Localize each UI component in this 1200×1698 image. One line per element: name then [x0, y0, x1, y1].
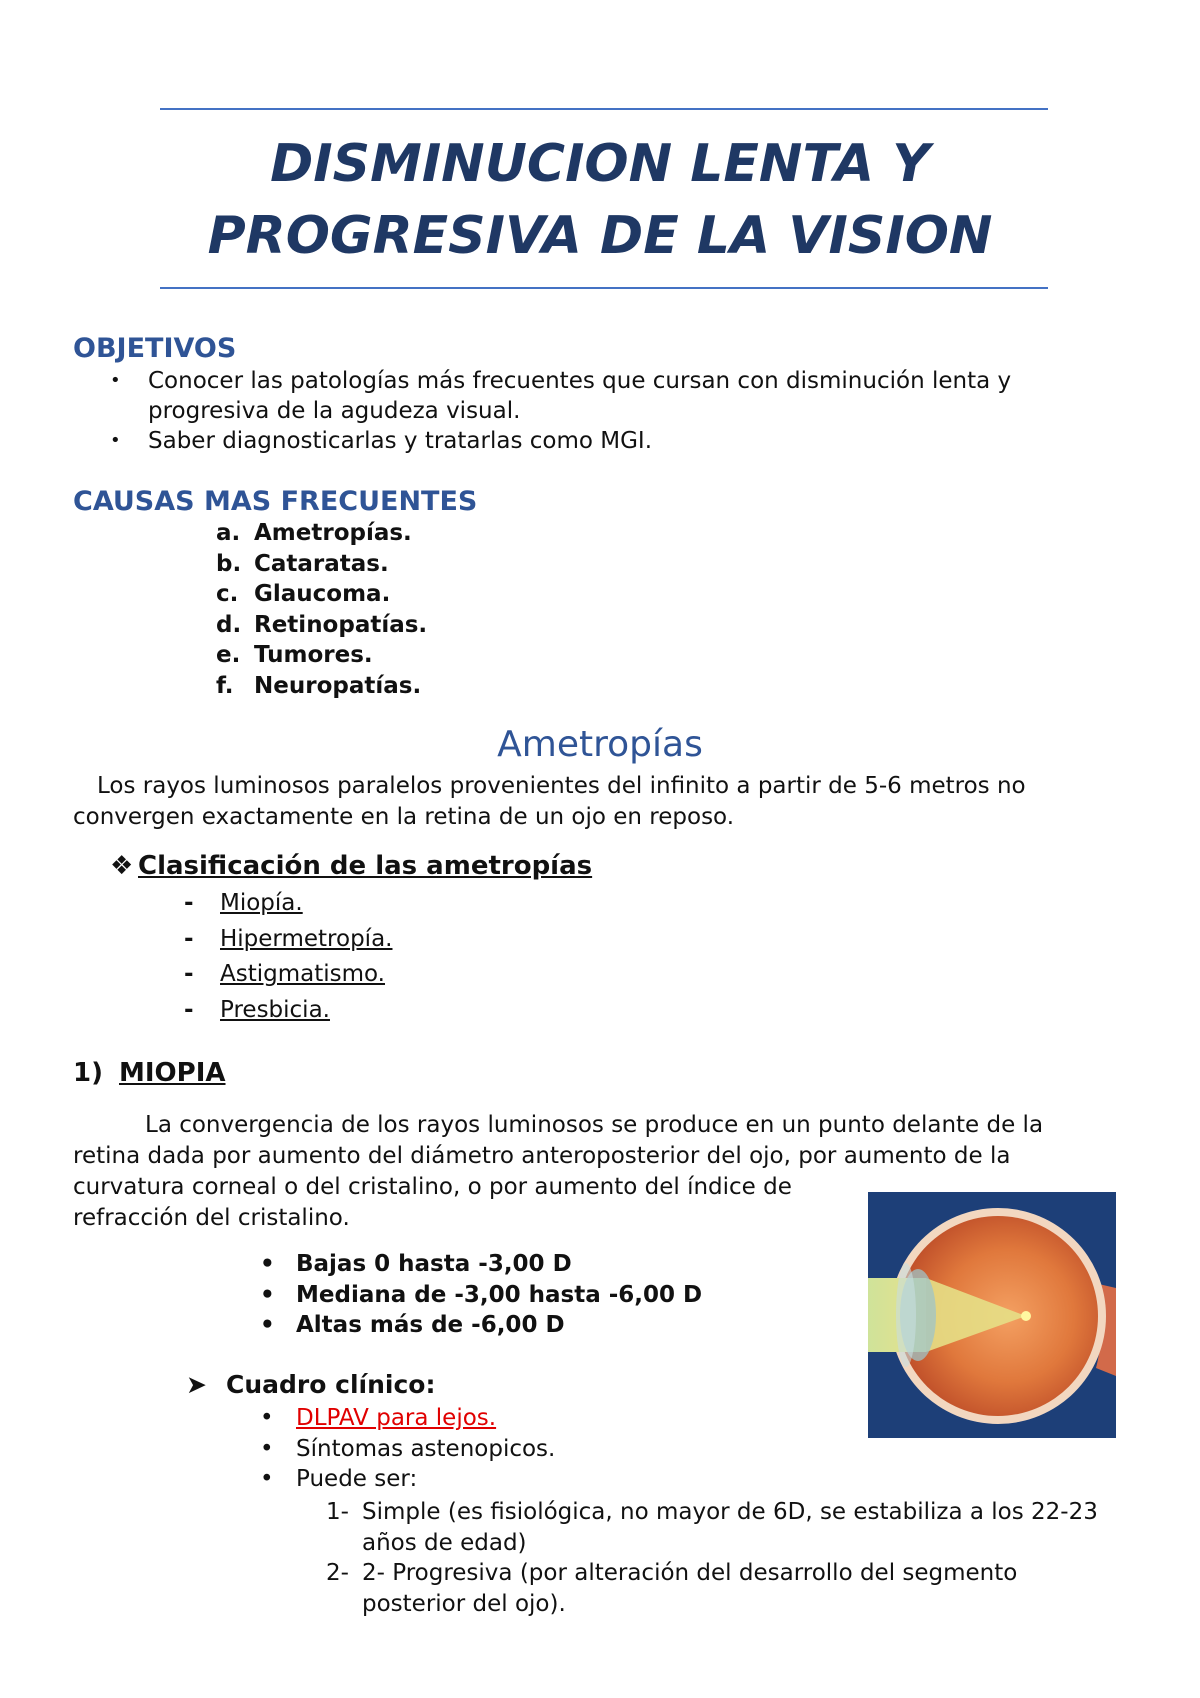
myopia-eye-illustration [868, 1192, 1116, 1438]
miopia-grados-list [256, 1249, 702, 1341]
causa-text: Ametropías. [254, 520, 412, 546]
list-item [216, 549, 427, 580]
list-marker: 2- [326, 1560, 349, 1587]
list-item [216, 579, 427, 610]
dash-icon: - [184, 890, 194, 916]
list-item [326, 1558, 1126, 1619]
paragraph-line: retina dada por aumento del diámetro anteroposterior del ojo, por aumento de la [73, 1143, 1011, 1169]
cuadro-clinico-list [256, 1403, 555, 1495]
bullet-icon: • [260, 1312, 275, 1339]
objetivos-list [108, 366, 1078, 456]
list-item [256, 1280, 702, 1311]
ametropias-heading: Ametropías [497, 724, 703, 765]
title-top-rule [160, 108, 1048, 110]
symptom-text: Síntomas astenopicos. [296, 1435, 556, 1462]
causas-heading: CAUSAS MAS FRECUENTES [73, 486, 478, 517]
causa-text: Cataratas. [254, 550, 389, 577]
bullet-icon: • [260, 1405, 274, 1431]
objetivo-text: Saber diagnosticarlas y tratarlas como MGI. [148, 428, 653, 454]
list-marker: 1- [326, 1499, 349, 1525]
list-item [216, 518, 427, 549]
ametropias-intro: Los rayos luminosos paralelos provenientes del infinito a partir de 5-6 metros no convergen exactamente en la retina de un ojo en reposo. [73, 773, 1026, 830]
title-bottom-rule [160, 287, 1048, 289]
list-item [256, 1434, 555, 1465]
list-marker: f. [216, 672, 234, 699]
list-marker: c. [216, 581, 239, 608]
bullet-icon: • [110, 430, 121, 451]
paragraph-line: refracción del cristalino. [73, 1205, 350, 1231]
list-item [216, 671, 427, 702]
list-marker: a. [216, 520, 241, 546]
list-item [216, 640, 427, 671]
bullet-icon: • [260, 1251, 275, 1277]
title-line-1: DISMINUCION LENTA Y [270, 134, 930, 194]
cuadro-clinico-heading [186, 1369, 435, 1401]
arrow-bullet-icon: ➤ [186, 1370, 207, 1399]
list-marker: d. [216, 611, 242, 638]
tipo-text: Simple (es fisiológica, no mayor de 6D, se estabiliza a los 22-23 años de edad) [362, 1499, 1098, 1556]
symptom-text: Puede ser: [296, 1466, 418, 1493]
bullet-icon: • [260, 1435, 274, 1462]
list-item [184, 993, 392, 1029]
dash-icon: - [184, 961, 194, 987]
puede-ser-list [326, 1497, 1126, 1619]
causa-text: Neuropatías. [254, 672, 422, 699]
causa-text: Glaucoma. [254, 581, 391, 608]
objetivo-text: Conocer las patologías más frecuentes que cursan con disminución lenta y progresiva de la agudeza visual. [148, 368, 1012, 424]
grado-text: Altas más de -6,00 D [296, 1312, 565, 1339]
miopia-heading [73, 1057, 226, 1089]
grado-text: Bajas 0 hasta -3,00 D [296, 1251, 572, 1277]
list-item [184, 922, 392, 958]
list-item [256, 1310, 702, 1341]
dash-icon: - [184, 925, 194, 952]
miopia-heading-text: MIOPIA [119, 1058, 226, 1088]
tipo-text: 2- Progresiva (por alteración del desarrollo del segmento posterior del ojo). [362, 1560, 1018, 1617]
document-title [100, 128, 1100, 272]
clasificacion-heading-text: Clasificación de las ametropías [138, 851, 593, 881]
highlighted-symptom: DLPAV para lejos. [296, 1405, 497, 1431]
title-line-2: PROGRESIVA DE LA VISION [207, 206, 993, 266]
clasificacion-list [184, 886, 392, 1028]
list-item [108, 426, 1078, 456]
causa-text: Retinopatías. [254, 611, 428, 638]
bullet-icon: • [260, 1281, 275, 1308]
clasificacion-item: Presbicia. [220, 996, 330, 1023]
clasificacion-item: Hipermetropía. [220, 925, 393, 952]
clasificacion-item: Miopía. [220, 890, 303, 916]
clasificacion-heading [110, 850, 592, 882]
objetivos-heading: OBJETIVOS [73, 333, 237, 364]
list-item [256, 1403, 555, 1434]
list-marker: b. [216, 550, 242, 577]
list-item [326, 1497, 1126, 1558]
clasificacion-item: Astigmatismo. [220, 961, 385, 987]
cuadro-clinico-heading-text: Cuadro clínico: [226, 1370, 436, 1399]
list-item [216, 610, 427, 641]
bullet-icon: • [260, 1466, 274, 1493]
list-item [108, 366, 1078, 426]
diamond-bullet-icon: ❖ [110, 851, 134, 881]
list-marker: e. [216, 642, 241, 669]
list-item [184, 957, 392, 993]
grado-text: Mediana de -3,00 hasta -6,00 D [296, 1281, 703, 1308]
list-item [184, 886, 392, 922]
paragraph-line: curvatura corneal o del cristalino, o por aumento del índice de [73, 1174, 792, 1200]
section-number: 1) [73, 1058, 103, 1088]
causa-text: Tumores. [254, 642, 373, 669]
list-item [256, 1249, 702, 1280]
causas-list [216, 518, 427, 702]
dash-icon: - [184, 996, 194, 1023]
bullet-icon: • [110, 370, 121, 391]
list-item [256, 1464, 555, 1495]
paragraph-line: La convergencia de los rayos luminosos se produce en un punto delante de la [145, 1112, 1044, 1138]
